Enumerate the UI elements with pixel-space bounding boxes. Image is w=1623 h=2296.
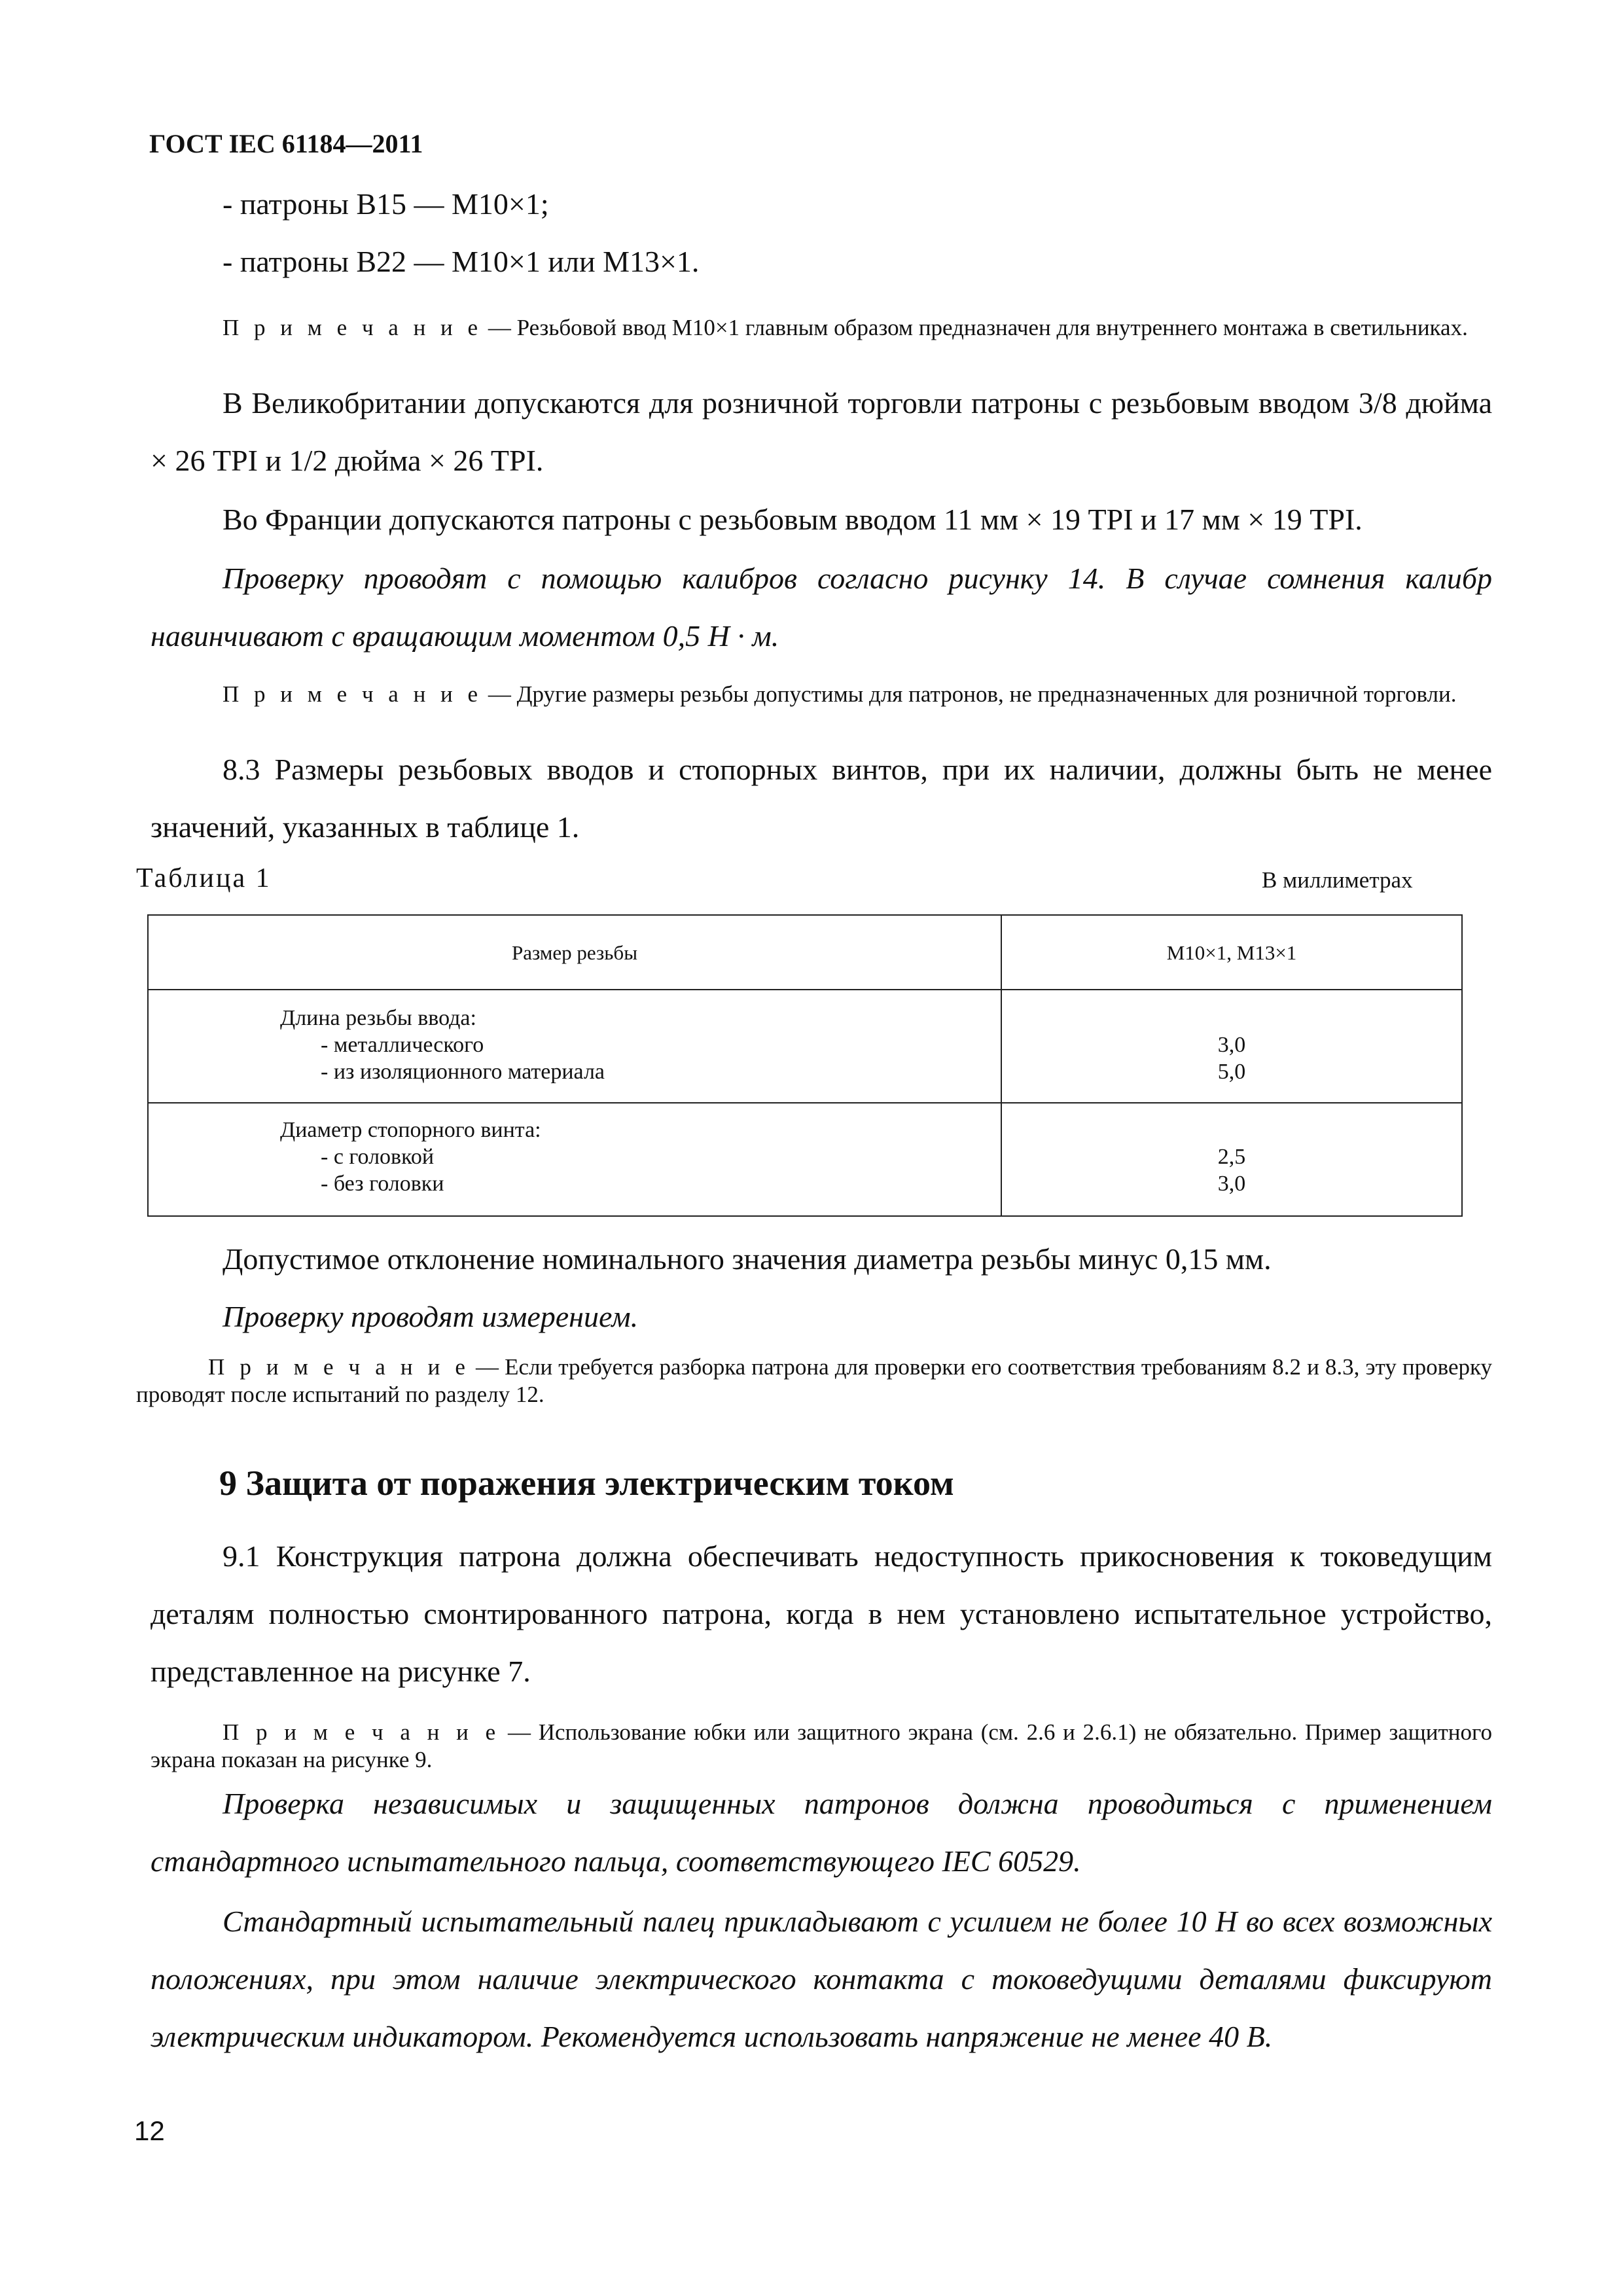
note-label: П р и м е ч а н и е (223, 1719, 501, 1745)
table-units: В миллиметрах (1262, 867, 1413, 893)
note-1 (151, 314, 1492, 342)
table-header-cell: Размер резьбы (148, 915, 1001, 990)
paragraph-check-finger: Проверка независимых и защищенных патронов должна проводиться с применением стандартного испытательного пальца, соответствующего IEC 60529. (151, 1787, 1492, 1878)
note-label: П р и м е ч а н и е (223, 681, 483, 707)
row-value: 3,0 (1217, 1033, 1246, 1057)
row-label: - без головки (321, 1172, 444, 1196)
paragraph-check-gauges: Проверку проводят с помощью калибров согласно рисунку 14. В случае сомнения калибр навинчивают с вращающим моментом 0,5 Н · м. (151, 562, 1492, 653)
table-row (148, 1103, 1462, 1216)
row-value: 2,5 (1217, 1145, 1246, 1169)
note-text: — Другие размеры резьбы допустимы для патронов, не предназначенных для розничной торговли. (488, 681, 1457, 707)
paragraph-check-measure: Проверку проводят измерением. (223, 1300, 639, 1333)
row-value: 3,0 (1217, 1172, 1246, 1196)
list-item: - патроны В22 — М10×1 или М13×1. (223, 245, 700, 278)
row-label: - с головкой (321, 1145, 435, 1169)
row-value: 5,0 (1217, 1060, 1246, 1084)
note-label: П р и м е ч а н и е (223, 315, 483, 340)
row-label: - из изоляционного материала (321, 1060, 605, 1084)
paragraph-uk: В Великобритании допускаются для розничной торговли патроны с резьбовым вводом 3/8 дюйма × 26 TPI и 1/2 дюйма × 26 TPI. (151, 386, 1492, 477)
paragraph-tolerance: Допустимое отклонение номинального значения диаметра резьбы минус 0,15 мм. (223, 1242, 1272, 1276)
standard-code: ГОСТ IEC 61184—2011 (149, 129, 423, 158)
note-text: — Резьбовой ввод М10×1 главным образом предназначен для внутреннего монтажа в светильниках. (488, 315, 1468, 340)
table-cell (1001, 990, 1462, 1103)
table-cell (148, 1103, 1001, 1216)
table-caption: Таблица 1 (136, 863, 272, 893)
paragraph-finger-force: Стандартный испытательный палец прикладывают с усилием не более 10 Н во всех возможных положениях, при этом наличие электрического контакта с токоведущими деталями фиксируют электрическим индикатором. Рекомендуется использовать напряжение не менее 40 В. (151, 1905, 1492, 2053)
note-label: П р и м е ч а н и е (208, 1354, 470, 1380)
paragraph-9-1: 9.1 Конструкция патрона должна обеспечивать недоступность прикосновения к токоведущим деталям полностью смонтированного патрона, когда в нем установлено испытательное устройство, представленное на рисунке 7. (151, 1539, 1492, 1688)
note-text: — Если требуется разборка патрона для проверки его соответствия требованиям 8.2 и 8.3, эту проверку проводят после испытаний по разделу 12. (136, 1354, 1492, 1407)
list-item: - патроны В15 — М10×1; (223, 187, 549, 221)
note-2 (151, 681, 1492, 708)
table-header-cell: М10×1, М13×1 (1001, 915, 1462, 990)
section-9-title: 9 Защита от поражения электрическим током (219, 1463, 954, 1503)
table-cell (1001, 1103, 1462, 1216)
table-cell (148, 990, 1001, 1103)
thread-size-table (147, 914, 1463, 1217)
group-title: Диаметр стопорного винта: (280, 1118, 541, 1142)
paragraph-8-3: 8.3 Размеры резьбовых вводов и стопорных винтов, при их наличии, должны быть не менее значений, указанных в таблице 1. (151, 753, 1492, 844)
table-row (148, 990, 1462, 1103)
paragraph-france: Во Франции допускаются патроны с резьбовым вводом 11 мм × 19 TPI и 17 мм × 19 TPI. (223, 503, 1363, 536)
row-label: - металлического (321, 1033, 484, 1057)
page-number: 12 (134, 2115, 165, 2146)
note-text: — Использование юбки или защитного экрана (см. 2.6 и 2.6.1) не обязательно. Пример защитного экрана показан на рисунке 9. (151, 1719, 1492, 1772)
note-3 (136, 1354, 1492, 1408)
note-4 (151, 1719, 1492, 1774)
group-title: Длина резьбы ввода: (280, 1006, 476, 1030)
table-header-row (148, 915, 1462, 990)
